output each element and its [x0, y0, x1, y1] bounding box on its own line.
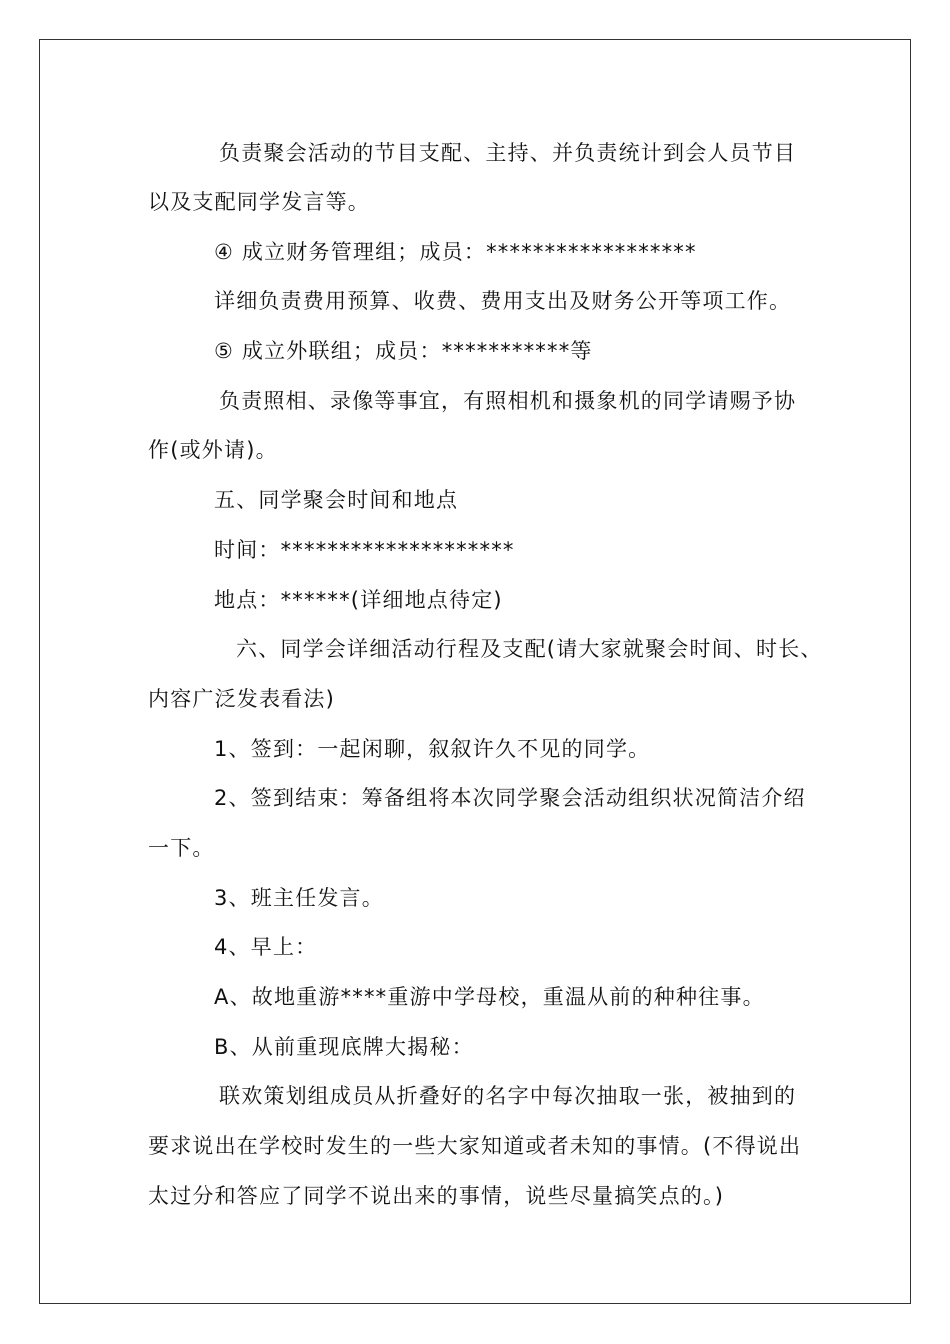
paragraph-line: 以及支配同学发言等。: [148, 190, 370, 214]
schedule-subitem: B、从前重现底牌大揭秘：: [214, 1035, 474, 1059]
schedule-item: 1、签到：一起闲聊，叙叙许久不见的同学。: [214, 737, 651, 761]
schedule-item: 2、签到结束：筹备组将本次同学聚会活动组织状况简洁介绍: [214, 786, 806, 810]
paragraph-line: 联欢策划组成员从折叠好的名字中每次抽取一张，被抽到的: [219, 1084, 797, 1108]
schedule-item: 4、早上：: [214, 935, 318, 959]
section-heading-time-place: 五、同学聚会时间和地点: [214, 488, 459, 512]
paragraph-line: 作(或外请)。: [148, 438, 278, 462]
paragraph-line: 详细负责费用预算、收费、费用支出及财务公开等项工作。: [214, 289, 792, 313]
paragraph-line: 负责照相、录像等事宜，有照相机和摄象机的同学请赐予协: [219, 389, 797, 413]
paragraph-line: 一下。: [148, 836, 215, 860]
schedule-subitem: A、故地重游****重游中学母校，重温从前的种种往事。: [214, 985, 765, 1009]
paragraph-line: 内容广泛发表看法): [148, 687, 335, 711]
paragraph-line: 太过分和答应了同学不说出来的事情，说些尽量搞笑点的。): [148, 1184, 725, 1208]
schedule-item: 3、班主任发言。: [214, 886, 384, 910]
page-border: [39, 39, 911, 1304]
section-heading-schedule: 六、同学会详细活动行程及支配(请大家就聚会时间、时长、: [236, 637, 823, 661]
time-line: 时间：********************: [214, 538, 515, 562]
place-line: 地点：******(详细地点待定): [214, 588, 503, 612]
paragraph-line: 负责聚会活动的节目支配、主持、并负责统计到会人员节目: [219, 141, 797, 165]
paragraph-line: 要求说出在学校时发生的一些大家知道或者未知的事情。(不得说出: [148, 1134, 802, 1158]
list-item-liaison-group: ⑤ 成立外联组；成员：***********等: [214, 339, 593, 363]
list-item-finance-group: ④ 成立财务管理组；成员：******************: [214, 240, 697, 264]
